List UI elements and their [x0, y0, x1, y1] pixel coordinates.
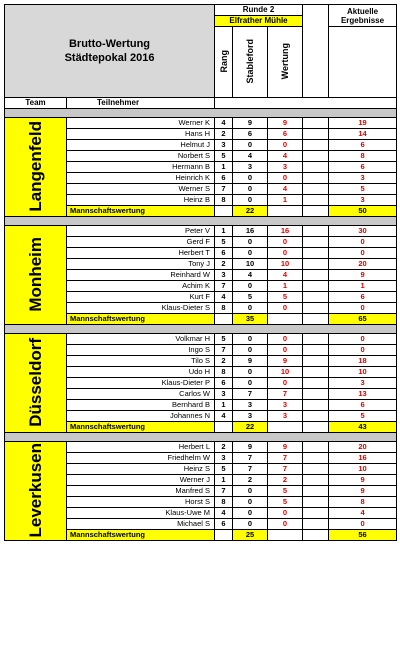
- score-cell: 3: [268, 400, 303, 411]
- stableford-cell: 0: [233, 345, 268, 356]
- score-cell: 5: [268, 497, 303, 508]
- rank-cell: 4: [215, 508, 233, 519]
- participant-name: Norbert S: [67, 151, 215, 162]
- stableford-cell: 9: [233, 356, 268, 367]
- section-separator: [5, 109, 397, 118]
- stableford-cell: 9: [233, 118, 268, 129]
- participant-name: Tilo S: [67, 356, 215, 367]
- participant-name: Friedhelm W: [67, 453, 215, 464]
- score-cell: 5: [268, 292, 303, 303]
- participant-name: Werner S: [67, 184, 215, 195]
- team-round-score: 22: [233, 422, 268, 433]
- rank-cell: 6: [215, 173, 233, 184]
- score-cell: 3: [268, 411, 303, 422]
- col-stableford: Stableford: [233, 27, 268, 98]
- participant-name: Johannes N: [67, 411, 215, 422]
- participant-name: Heinrich K: [67, 173, 215, 184]
- score-cell: 0: [268, 237, 303, 248]
- score-cell: 0: [268, 248, 303, 259]
- total-cell: 5: [329, 411, 397, 422]
- total-cell: 9: [329, 475, 397, 486]
- rank-cell: 6: [215, 378, 233, 389]
- total-cell: 8: [329, 497, 397, 508]
- rank-cell: 7: [215, 345, 233, 356]
- stableford-cell: 3: [233, 162, 268, 173]
- score-cell: 0: [268, 508, 303, 519]
- stableford-cell: 6: [233, 129, 268, 140]
- team-total-score: 65: [329, 314, 397, 325]
- rank-cell: 6: [215, 519, 233, 530]
- score-cell: 7: [268, 464, 303, 475]
- stableford-cell: 0: [233, 140, 268, 151]
- score-cell: 9: [268, 356, 303, 367]
- total-cell: 14: [329, 129, 397, 140]
- rank-cell: 7: [215, 486, 233, 497]
- table-row: [5, 226, 397, 237]
- stableford-cell: 3: [233, 400, 268, 411]
- team-name-cell: [5, 226, 67, 325]
- participant-name: Tony J: [67, 259, 215, 270]
- rank-cell: 3: [215, 140, 233, 151]
- score-cell: 0: [268, 173, 303, 184]
- team-name: Düsseldorf: [25, 337, 45, 427]
- score-cell: 10: [268, 259, 303, 270]
- stableford-cell: 0: [233, 195, 268, 206]
- rank-cell: 1: [215, 226, 233, 237]
- total-cell: 3: [329, 378, 397, 389]
- stableford-cell: 16: [233, 226, 268, 237]
- participant-column-label: Teilnehmer: [67, 98, 215, 109]
- table-row: [5, 118, 397, 129]
- team-name-cell: [5, 334, 67, 433]
- score-cell: 3: [268, 162, 303, 173]
- participant-name: Achim K: [67, 281, 215, 292]
- total-cell: 19: [329, 118, 397, 129]
- stableford-cell: 0: [233, 303, 268, 314]
- rank-cell: 6: [215, 248, 233, 259]
- title-line-1: Brutto-Wertung: [68, 38, 151, 50]
- table-row: [5, 442, 397, 453]
- team-round-score: 35: [233, 314, 268, 325]
- rank-cell: 3: [215, 389, 233, 400]
- stableford-cell: 10: [233, 259, 268, 270]
- score-cell: 9: [268, 118, 303, 129]
- rank-cell: 1: [215, 162, 233, 173]
- total-cell: 13: [329, 389, 397, 400]
- total-cell: 9: [329, 270, 397, 281]
- participant-name: Herbert L: [67, 442, 215, 453]
- total-cell: 9: [329, 486, 397, 497]
- participant-name: Udo H: [67, 367, 215, 378]
- total-cell: 5: [329, 184, 397, 195]
- stableford-cell: 2: [233, 475, 268, 486]
- rank-cell: 3: [215, 270, 233, 281]
- rank-cell: 4: [215, 118, 233, 129]
- participant-name: Klaus-Dieter S: [67, 303, 215, 314]
- team-total-score: 50: [329, 206, 397, 217]
- score-cell: 0: [268, 303, 303, 314]
- results-table: [4, 4, 397, 541]
- score-cell: 4: [268, 151, 303, 162]
- score-cell: 16: [268, 226, 303, 237]
- team-score-label: Mannschaftswertung: [67, 206, 215, 217]
- total-cell: 0: [329, 237, 397, 248]
- total-cell: 10: [329, 464, 397, 475]
- column-label-row: [5, 98, 397, 109]
- participant-name: Carlos W: [67, 389, 215, 400]
- col-rang: Rang: [215, 27, 233, 98]
- team-name: Leverkusen: [25, 442, 45, 538]
- score-cell: 5: [268, 486, 303, 497]
- team-name: Langenfeld: [25, 120, 45, 212]
- table-row: [5, 334, 397, 345]
- table-title-cell: [5, 5, 215, 98]
- team-name-cell: [5, 118, 67, 217]
- total-cell: 4: [329, 508, 397, 519]
- total-cell: 20: [329, 259, 397, 270]
- total-cell: 30: [329, 226, 397, 237]
- stableford-cell: 0: [233, 248, 268, 259]
- score-cell: 1: [268, 195, 303, 206]
- participant-name: Manfred S: [67, 486, 215, 497]
- team-total-score: 56: [329, 530, 397, 541]
- participant-name: Klaus-Dieter P: [67, 378, 215, 389]
- stableford-cell: 0: [233, 334, 268, 345]
- score-cell: 0: [268, 140, 303, 151]
- score-cell: 10: [268, 367, 303, 378]
- participant-name: Michael S: [67, 519, 215, 530]
- team-column-label: Team: [5, 98, 67, 109]
- stableford-cell: 7: [233, 464, 268, 475]
- team-total-score: 43: [329, 422, 397, 433]
- rank-cell: 2: [215, 129, 233, 140]
- total-cell: 16: [329, 453, 397, 464]
- score-cell: 9: [268, 442, 303, 453]
- team-round-score: 25: [233, 530, 268, 541]
- score-cell: 7: [268, 453, 303, 464]
- score-cell: 0: [268, 378, 303, 389]
- team-score-label: Mannschaftswertung: [67, 530, 215, 541]
- total-cell: 6: [329, 162, 397, 173]
- total-cell: 3: [329, 195, 397, 206]
- participant-name: Werner J: [67, 475, 215, 486]
- score-cell: 0: [268, 519, 303, 530]
- participant-name: Reinhard W: [67, 270, 215, 281]
- total-cell: 1: [329, 281, 397, 292]
- stableford-cell: 4: [233, 151, 268, 162]
- rank-cell: 8: [215, 303, 233, 314]
- participant-name: Gerd F: [67, 237, 215, 248]
- rank-cell: 4: [215, 292, 233, 303]
- score-cell: 0: [268, 345, 303, 356]
- total-cell: 3: [329, 173, 397, 184]
- total-cell: 0: [329, 334, 397, 345]
- stableford-cell: 0: [233, 519, 268, 530]
- team-score-label: Mannschaftswertung: [67, 314, 215, 325]
- rank-cell: 7: [215, 184, 233, 195]
- total-cell: 0: [329, 519, 397, 530]
- score-cell: 0: [268, 334, 303, 345]
- participant-name: Werner K: [67, 118, 215, 129]
- team-score-label: Mannschaftswertung: [67, 422, 215, 433]
- participant-name: Horst S: [67, 497, 215, 508]
- total-cell: 6: [329, 400, 397, 411]
- team-round-score: 22: [233, 206, 268, 217]
- rank-cell: 8: [215, 367, 233, 378]
- rank-cell: 8: [215, 497, 233, 508]
- total-cell: 20: [329, 442, 397, 453]
- stableford-cell: 3: [233, 411, 268, 422]
- participant-name: Heinz S: [67, 464, 215, 475]
- rank-cell: 7: [215, 281, 233, 292]
- score-cell: 6: [268, 129, 303, 140]
- section-separator: [5, 325, 397, 334]
- rank-cell: 1: [215, 475, 233, 486]
- rank-cell: 1: [215, 400, 233, 411]
- stableford-cell: 0: [233, 237, 268, 248]
- participant-name: Bernhard B: [67, 400, 215, 411]
- rank-cell: 5: [215, 237, 233, 248]
- col-wertung: Wertung: [268, 27, 303, 98]
- stableford-cell: 0: [233, 497, 268, 508]
- participant-name: Hans H: [67, 129, 215, 140]
- total-cell: 6: [329, 292, 397, 303]
- header-row-1: [5, 5, 397, 16]
- participant-name: Volkmar H: [67, 334, 215, 345]
- stableford-cell: 5: [233, 292, 268, 303]
- score-cell: 4: [268, 270, 303, 281]
- total-cell: 0: [329, 303, 397, 314]
- course-header: Elfrather Mühle: [215, 16, 303, 27]
- rank-cell: 4: [215, 411, 233, 422]
- rank-cell: 5: [215, 464, 233, 475]
- stableford-cell: 0: [233, 367, 268, 378]
- section-separator: [5, 217, 397, 226]
- participant-name: Heinz B: [67, 195, 215, 206]
- round-header: Runde 2: [215, 5, 303, 16]
- rank-cell: 2: [215, 356, 233, 367]
- stableford-cell: 0: [233, 508, 268, 519]
- participant-name: Klaus-Uwe M: [67, 508, 215, 519]
- score-cell: 7: [268, 389, 303, 400]
- total-cell: 6: [329, 140, 397, 151]
- stableford-cell: 9: [233, 442, 268, 453]
- stableford-cell: 7: [233, 453, 268, 464]
- participant-name: Hermann B: [67, 162, 215, 173]
- participant-name: Herbert T: [67, 248, 215, 259]
- team-name: Monheim: [25, 236, 45, 312]
- participant-name: Kurt F: [67, 292, 215, 303]
- score-cell: 4: [268, 184, 303, 195]
- rank-cell: 2: [215, 442, 233, 453]
- team-name-cell: [5, 442, 67, 541]
- title-line-2: Städtepokal 2016: [64, 52, 155, 64]
- total-cell: 10: [329, 367, 397, 378]
- stableford-cell: 4: [233, 270, 268, 281]
- stableford-cell: 0: [233, 378, 268, 389]
- stableford-cell: 0: [233, 486, 268, 497]
- participant-name: Peter V: [67, 226, 215, 237]
- rank-cell: 5: [215, 151, 233, 162]
- score-cell: 2: [268, 475, 303, 486]
- stableford-cell: 0: [233, 184, 268, 195]
- total-cell: 8: [329, 151, 397, 162]
- section-separator: [5, 433, 397, 442]
- score-cell: 1: [268, 281, 303, 292]
- current-results-header: Aktuelle Ergebnisse: [329, 5, 397, 27]
- total-cell: 0: [329, 345, 397, 356]
- rank-cell: 2: [215, 259, 233, 270]
- total-cell: 0: [329, 248, 397, 259]
- rank-cell: 8: [215, 195, 233, 206]
- participant-name: Helmut J: [67, 140, 215, 151]
- stableford-cell: 0: [233, 281, 268, 292]
- stableford-cell: 7: [233, 389, 268, 400]
- total-cell: 18: [329, 356, 397, 367]
- participant-name: Ingo S: [67, 345, 215, 356]
- stableford-cell: 0: [233, 173, 268, 184]
- rank-cell: 5: [215, 334, 233, 345]
- rank-cell: 3: [215, 453, 233, 464]
